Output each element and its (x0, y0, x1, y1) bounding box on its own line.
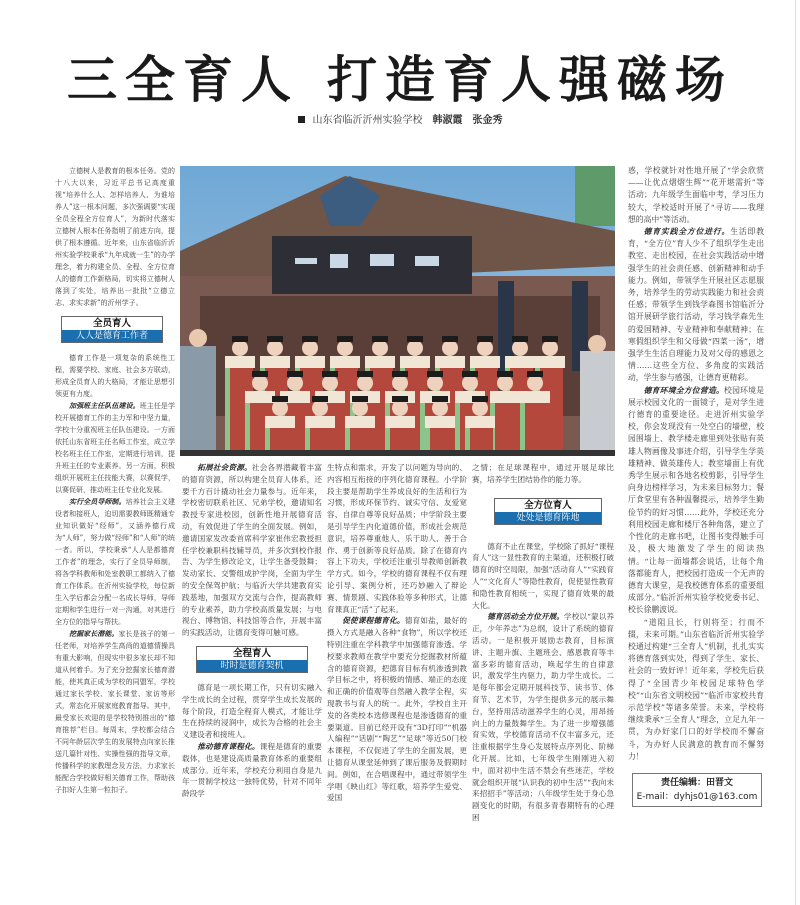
dancer-hair (512, 336, 528, 342)
paragraph: 德育工作是一项复杂的系统性工程，需要学校、家庭、社会多方联动，形成全员育人的大格局，才能让思想引领更有力度。 (55, 354, 175, 398)
paragraph-lead: 拓展社会资源。 (197, 463, 252, 472)
dancer-face (442, 340, 458, 356)
dancer-top (305, 416, 335, 428)
dancer-hair (337, 336, 353, 342)
dancer-top (330, 356, 360, 368)
paragraph: 德育是一项长期工作，只有切实融入学生成长的全过程，贯穿学生成长发展的每个阶段，打造全程育人模式，才能让学生在持续的浸润中，成长为合格的社会主义建设者和接班人。 (182, 682, 322, 740)
stage-edge (180, 450, 615, 456)
dancer-face (252, 375, 268, 391)
section-header-quancheng (196, 646, 308, 673)
dancer-face (497, 375, 513, 391)
tree (575, 166, 615, 226)
dancer-face (432, 400, 448, 416)
dancer-top (245, 391, 275, 403)
dancer-face (352, 400, 368, 416)
dancer-top (385, 416, 415, 428)
dancer-hair (372, 336, 388, 342)
dancer-top (365, 356, 395, 368)
section-subtitle: 处处是德育阵地 (495, 512, 601, 524)
section-header-quanfangwei (494, 498, 602, 525)
editor-name: 责任编辑：田晋文 (660, 777, 733, 788)
byline (0, 111, 800, 126)
paragraph: 挖掘家长潜能。家长是孩子的第一任老师，对培养学生高尚的道德情操具有重大影响，但现实中很多家长却不知道从何着手。为了充分挖掘家长德育潜能，使其真正成为学校的同盟军，学校通过家长学校、家长课堂、家访等形式，常态化开展家庭教育指导。其中，最受家长欢迎的是学校特别推出的“德育推荐”栏目。每周末，学校都会结合不同年龄层次学生的发展特点向家长推送几篇针对性、实操性强的指导文章，传播科学的家教理念及方法，力求家长能配合学校做好相关德育工作，帮助孩子扣好人生第一粒扣子。 (55, 629, 175, 794)
paragraph: 拓展社会资源。社会各界潜藏着丰富的德育资源，所以构建全员育人体系，还要千方百计撬动社会力量参与。近年来，学校密切联系社区、兄弟学校，邀请知名教授专家进校园，创新性地开展德育活动，有效促进了学生的全面发展。例如，邀请国家发改委首席科学家崔伟宏教授担任学校兼职科技辅导员，并多次到校作报告、为学生修改论文，让学生备受鼓舞；发动家长、交警组成护学岗，全面为学生的安全保驾护航；与临沂大学共建教育实践基地，加强双方交流与合作，提高教师的专业素养，助力学校高质量发展；与电视台、博物馆、科技馆等合作，开展丰富的实践活动，让德育变得可触可感。 (182, 463, 322, 638)
section-subtitle: 时时是德育契机 (197, 660, 307, 672)
dancer-face (272, 400, 288, 416)
byline-authors: 韩淑霞 张金秀 (432, 115, 503, 126)
dancer-top (435, 356, 465, 368)
dancer-top (465, 416, 495, 428)
paragraph: “道阻且长，行则将至；行而不辍，未来可期。”山东省临沂沂州实验学校通过构建“三全育人”机制，扎扎实实将德育落到实处，得到了学生、家长、社会的一致好评！近年来，学校先后获得了“全国青少年校园足球特色学校”“山东省文明校园”“临沂市家校共育示范学校”等诸多荣誉。未来，学校将继续秉承“三全育人”理念，立足九年一贯，为办好家门口的好学校而不懈奋斗，为办好人民满意的教育而不懈努力！ (628, 617, 764, 761)
dancer-face (407, 340, 423, 356)
dancer-face (337, 340, 353, 356)
dancer-face (392, 400, 408, 416)
dancer-hair (432, 396, 448, 402)
dancer-face (427, 375, 443, 391)
paragraph-lead: 加强班主任队伍建设。 (69, 401, 140, 410)
section-header-quanyuan (61, 316, 163, 343)
dancer-top (520, 391, 550, 403)
article-column-1 (55, 165, 175, 796)
article-column-3 (327, 462, 467, 804)
headline (0, 40, 800, 112)
byline-school: 山东省临沂沂州实验学校 (312, 115, 423, 126)
dancer-hair (497, 371, 513, 377)
paragraph: 德育不止在课堂，学校除了抓好“课程育人”这一显性教育的主渠道，还积极打破德育的时空局限，加强“活动育人”“实践育人”“文化育人”等隐性教育，促使显性教育和隐性教育相统一，实现了德育效果的最大化。 (472, 541, 614, 610)
dancer-top (260, 356, 290, 368)
dancer-face (477, 340, 493, 356)
paragraph-lead: 促使课程德育化。 (342, 616, 405, 626)
dancer-ribbon (520, 401, 525, 456)
dancer-ribbon (420, 401, 425, 456)
dancer-hair (542, 336, 558, 342)
dancer-hair (407, 336, 423, 342)
dancer-face (357, 375, 373, 391)
editor-email[interactable]: E-mail：dyhjs01@163.com (636, 791, 758, 802)
paragraph-lead: 德育实践全方位进行。 (643, 227, 731, 237)
dancer-ribbon (245, 401, 250, 456)
dancer-face (232, 340, 248, 356)
dancer-face (527, 375, 543, 391)
dancer-face (267, 340, 283, 356)
dancer-hair (357, 371, 373, 377)
dancer-ribbon (225, 366, 230, 456)
paragraph: 加强班主任队伍建设。班主任是学校开展德育工作的主力军和中坚力量，学校十分重视班主任队伍建设。一方面依托山东省班主任名师工作室，成立学校名班主任工作室，定期进行培训，提升班主任的专业素养。另一方面，积极组织开展班主任技能大赛，以赛促学，以赛促研，推动班主任专业化发展。 (55, 401, 176, 494)
dancer-hair (392, 396, 408, 402)
dancer-hair (302, 336, 318, 342)
dancer-top (345, 416, 375, 428)
paragraph: 推动德育课程化。课程是德育的重要载体，也是建设高质量教育体系的重要组成部分。近年来，学校充分利用自身是九年一贯制学校这一独特优势，针对不同年龄段学 (182, 741, 322, 799)
dancer-hair (272, 396, 288, 402)
dancer-face (287, 375, 303, 391)
dancer-top (490, 391, 520, 403)
article-photo (180, 166, 615, 456)
dancer-top (425, 416, 455, 428)
dancer-top (535, 356, 565, 368)
dancer-top (400, 356, 430, 368)
paragraph: 德育环境全方位营造。校园环境是展示校园文化的一面镜子，是对学生进行德育的重要途径。走进沂州实验学校，你会发现没有一处空白的墙壁，校园围墙上、教学楼走廊里到处张贴有英雄人物画像及事迹介绍，引导学生学英雄精神、做英雄传人；教室墙面上有优秀学生展示和各地名校剪影，引导学生向身边榜样学习，为未来目标努力；餐厅食堂里有各种温馨提示，培养学生勤俭节约的好习惯……此外，学校还充分利用校园走廊和楼厅各种角落，建立了个性化的走廊书吧，让图书变得触手可及，极大地激发了学生的阅读热情。“让每一面墙都会说话，让每个角落都能育人，把校园打造成一个无声的德育大课堂，是我校德育体系的重要组成部分。”临沂沂州实验学校党委书记、校长徐鹏波说。 (628, 385, 765, 615)
dancer-top (265, 416, 295, 428)
dancer-hair (312, 396, 328, 402)
dancer-face (372, 340, 388, 356)
dancer-top (225, 356, 255, 368)
dancer-hair (527, 371, 543, 377)
dancer-face (392, 375, 408, 391)
dancer-face (472, 400, 488, 416)
intro-paragraph: 立德树人是教育的根本任务。党的十八大以来，习近平总书记高度重视“培养什么人、怎样培养人、为谁培养人”这一根本问题，多次强调要“实现全员全程全方位育人”，为新时代落实立德树人根本任务指明了前进方向，提供了根本遵循。近年来，山东省临沂沂州实验学校秉承“九年成就一生”的办学理念，着力构建全员、全程、全方位育人的德育工作新格局，切实将立德树人落到了实处，培养出一批批“立德立志、求实求新”的沂州学子。 (55, 167, 175, 307)
paragraph: 惑，学校就针对性地开展了“学会欣赏——让优点熠熠生辉”“花开堪需折”等活动；九年级学生面临中考，学习压力较大，学校适时开展了“寻访——我理想的高中”等活动。 (628, 166, 764, 224)
dancer-hair (442, 336, 458, 342)
dancer-hair (287, 371, 303, 377)
paragraph-lead: 德育活动全方位开展。 (487, 612, 565, 622)
paragraph-lead: 推动德育课程化。 (197, 741, 260, 751)
dancer-top (470, 356, 500, 368)
dancer-face (322, 375, 338, 391)
paragraph-lead: 挖掘家长潜能。 (69, 629, 119, 638)
dancer-ribbon (455, 401, 460, 456)
dancer-hair (427, 371, 443, 377)
article-column-5 (628, 165, 764, 807)
section-subtitle: 人人是德育工作者 (62, 330, 162, 342)
paragraph: 德育活动全方位开展。学校以“蒙以养正，少年养志”为总纲，设计了系统的德育活动。一是积极开展励志教育，目标演讲、主题升旗、主题班会、感恩教育等丰富多彩的德育活动，唤起学生的自律意识，激发学生内驱力，助力学生成长。二是每年都会定期开展科技节、读书节、体育节、艺术节，为学生提供多元的展示舞台，坚持用活动滋养学生的心灵，用昂扬向上的力量鼓舞学生。为了进一步增强德育实效，学校德育活动不仅丰富多元，还注重根据学生身心发展特点序列化、阶梯化开展。比如，七年级学生刚刚进入初中，面对初中生活不禁会有些迷茫，学校就会组织开展“认识我的初中生活”“我向未来招招手”等活动；八年级学生处于身心急剧变化的时期，有很多青春期特有的心理困 (472, 612, 614, 822)
dancer-face (462, 375, 478, 391)
dancer-hair (267, 336, 283, 342)
dancer-top (295, 356, 325, 368)
paragraph: 之情；在足球课程中，通过开展足球比赛，培养学生团结协作的能力等。 (472, 463, 614, 484)
dancer-top (505, 356, 535, 368)
paragraph: 德育实践全方位进行。生活即教育，“全方位”育人少不了组织学生走出教室、走出校园，在社会实践活动中增强学生的社会责任感、创新精神和动手能力。例如，带领学生开展社区志愿服务，培养学生的劳动实践能力和社会责任感；带领学生到钱学森图书馆临沂分馆开展研学旅行活动，学习钱学森先生的爱国精神、专业精神和奉献精神；在寒假组织学生和父母做“四菜一汤”，增强学生生活自理能力及对父母的感恩之情……这些全方位、多角度的实践活动，学生参与感强，让德育更精彩。 (628, 227, 765, 383)
section-title: 全程育人 (232, 647, 271, 659)
square-bullet-icon (298, 116, 305, 123)
editor-box (632, 773, 762, 807)
dancer-hair (352, 396, 368, 402)
dancer-face (302, 340, 318, 356)
paragraph-lead: 德育环境全方位营造。 (643, 385, 725, 395)
headline-part1: 三全育人 (67, 51, 299, 109)
paragraph: 实行全员导师制。培养社会主义建设者和接班人，迫切需要教师既精通专业知识做好“经师”，又涵养德行成为“人师”，努力做“经师”和“人师”的统一者。所以，学校秉承“人人是都德育工作者”的理念，实行了全员导师制，将各学科教师和处室教职工都纳入了德育工作体系。在沂州实验学校，每位新生入学后都会分配一名成长导师，导师定期和学生进行一对一沟通，对其进行全方位的指导与帮扶。 (55, 497, 176, 626)
dancer-hair (472, 396, 488, 402)
section-title: 全员育人 (92, 318, 131, 329)
section-title: 全方位育人 (524, 499, 572, 511)
paragraph: 生特点和需求，开发了以问题为导向的、内容相互衔接的序列化德育课程。小学阶段主要是帮助学生养成良好的生活和行为习惯，形成环保节约、诚实守信、友爱宽容、自律自尊等良好品质；中学阶段主要是引导学生内化道德价值，形成社会规范意识，培养尊重他人、乐于助人、善于合作、勇于创新等良好品质。除了在德育内容上下功夫，学校还注重引导教师创新教学方式。如今，学校的德育课程不仅有理论引导、案例分析，还巧妙融入了辩论赛、情景剧、实践体验等多种形式，让德育课真正“活”了起来。 (327, 463, 467, 614)
dancer-hair (477, 336, 493, 342)
article-column-2 (182, 462, 322, 800)
dancer-hair (392, 371, 408, 377)
dancer-hair (232, 336, 248, 342)
dancer-hair (322, 371, 338, 377)
dancer-hair (252, 371, 268, 377)
dancer-face (512, 340, 528, 356)
paragraph: 促使课程德育化。德育如盐，最好的摄入方式是融入各种“食物”，所以学校还特别注重在学科教学中加强德育渗透。学校要求教师在教学中要充分挖掘教材所蕴含的德育资源，把德育目标有机渗透到教学目标之中，将积极的情感、端正的态度和正确的价值观等自然融入教学全程，实现教书与育人的统一。此外，学校自主开发的各类校本选修课程也是渗透德育的重要渠道。目前已经开设有“3D打印”“机器人编程”“话剧”“陶艺”“足球”等近50门校本课程，不仅促进了学生的全面发展，更让德育从课堂延伸到了课后服务及假期时间。例如，在合唱课程中，通过带领学生学唱《映山红》等红歌，培养学生爱党、爱国 (327, 616, 467, 803)
performance-photo (180, 166, 615, 456)
dancer-face (542, 340, 558, 356)
paragraph-lead: 实行全员导师制。 (69, 497, 126, 506)
headline-part2: 打造育人强磁场 (327, 51, 733, 109)
dancer-hair (462, 371, 478, 377)
page-edge (795, 0, 796, 905)
dancer-face (312, 400, 328, 416)
article-column-4 (472, 462, 614, 824)
